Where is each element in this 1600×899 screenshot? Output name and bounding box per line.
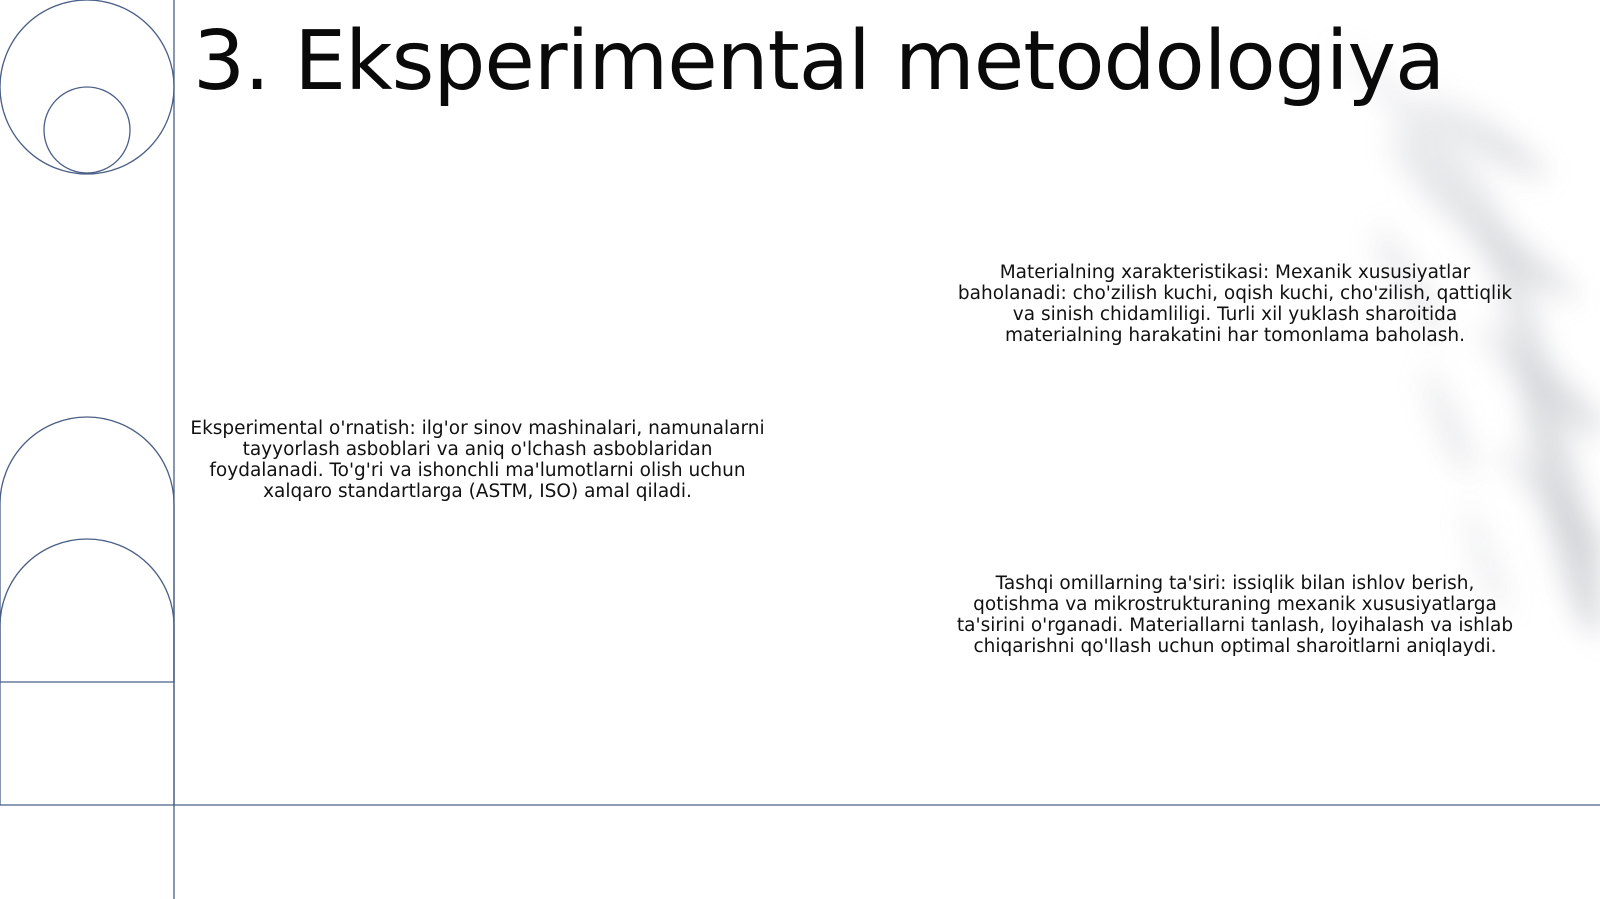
outer-arch <box>0 417 174 805</box>
paragraph-material-characterization: Materialning xarakteristikasi: Mexanik xususiyatlar baholanadi: cho'zilish kuchi, oqish kuchi, cho'zilish, qattiqlik va sinish chidamliligi. Turli xil yuklash sharoitida materialning harakatini har tomonlama baholash. <box>957 262 1513 346</box>
slide-title: 3. Eksperimental metodologiya <box>193 14 1445 109</box>
inner-arch <box>0 539 174 682</box>
small-circle <box>44 87 130 173</box>
paragraph-external-factors: Tashqi omillarning ta'siri: issiqlik bilan ishlov berish, qotishma va mikrostrukturaning mexanik xususiyatlarga ta'sirini o'rganadi. Materiallarni tanlash, loyihalash va ishlab chiqarishni qo'llash uchun optimal sharoitlarni aniqlaydi. <box>956 573 1514 657</box>
paragraph-experimental-setup: Eksperimental o'rnatish: ilg'or sinov mashinalari, namunalarni tayyorlash asboblari va aniq o'lchash asboblaridan foydalanadi. To'g'ri va ishonchli ma'lumotlarni olish uchun xalqaro standartlarga (ASTM, ISO) amal qiladi. <box>190 418 765 502</box>
